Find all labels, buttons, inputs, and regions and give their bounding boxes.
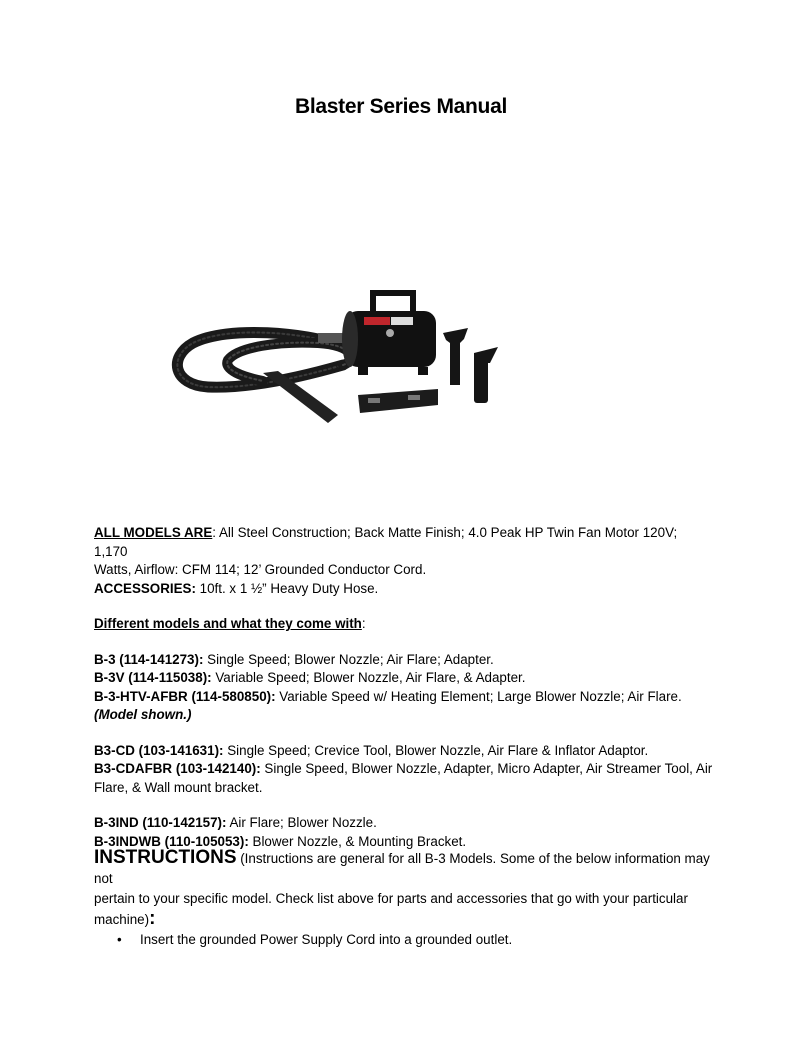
model-code: B-3-HTV-AFBR (114-580850): bbox=[94, 688, 276, 704]
model-line bbox=[94, 669, 714, 688]
all-models-text: : All Steel Construction; Back Matte Finish; 4.0 Peak HP Twin Fan Motor 120V; 1,170 bbox=[94, 525, 678, 559]
instructions-heading: INSTRUCTIONS bbox=[94, 847, 237, 868]
nozzle-accessories bbox=[443, 328, 498, 403]
model-line bbox=[94, 742, 714, 761]
model-desc: Air Flare; Blower Nozzle. bbox=[226, 815, 377, 830]
instructions-section bbox=[94, 848, 714, 950]
model-code: B-3V (114-115038): bbox=[94, 670, 212, 685]
model-line bbox=[94, 760, 714, 779]
instructions-colon: : bbox=[149, 908, 156, 929]
model-code: B-3INDWB (110-105053): bbox=[94, 833, 249, 849]
model-code: B-3 (114-141273): bbox=[94, 651, 204, 667]
model-shown-note: (Model shown.) bbox=[94, 707, 192, 722]
instructions-intro: (Instructions are general for all B-3 Models. Some of the below information may not bbox=[94, 851, 710, 886]
page-title: Blaster Series Manual bbox=[295, 95, 507, 118]
model-code: B3-CD (103-141631): bbox=[94, 742, 224, 758]
accessories-text: 10ft. x 1 ½” Heavy Duty Hose. bbox=[195, 580, 379, 596]
instruction-item bbox=[94, 930, 714, 950]
all-models-text-line2: Watts, Airflow: CFM 114; 12’ Grounded Conductor Cord. bbox=[94, 562, 427, 577]
instructions-intro-line3: machine) bbox=[94, 912, 150, 927]
model-line bbox=[94, 688, 714, 707]
instruction-text: Insert the grounded Power Supply Cord into a grounded outlet. bbox=[140, 932, 513, 947]
model-desc: Variable Speed w/ Heating Element; Large Blower Nozzle; Air Flare. bbox=[275, 688, 682, 704]
models-heading: Different models and what they come with bbox=[94, 616, 362, 631]
model-line bbox=[94, 814, 714, 833]
model-code: B3-CDAFBR (103-142140): bbox=[94, 761, 261, 776]
all-models-label: ALL MODELS ARE bbox=[94, 525, 213, 540]
model-desc: Single Speed; Crevice Tool, Blower Nozzle, Air Flare & Inflator Adaptor. bbox=[223, 742, 649, 758]
model-line bbox=[94, 651, 714, 670]
product-image bbox=[168, 285, 508, 430]
models-heading-colon: : bbox=[361, 616, 366, 631]
model-code: B-3IND (110-142157): bbox=[94, 815, 227, 830]
model-desc: Single Speed; Blower Nozzle; Air Flare; Adapter. bbox=[203, 651, 494, 667]
model-desc-line2: Flare, & Wall mount bracket. bbox=[94, 779, 263, 795]
model-desc: Variable Speed; Blower Nozzle, Air Flare, & Adapter. bbox=[211, 670, 526, 685]
accessories-label: ACCESSORIES: bbox=[94, 580, 196, 596]
wall-bracket bbox=[358, 389, 438, 413]
instructions-intro-line2: pertain to your specific model. Check list above for parts and accessories that go with your particular bbox=[94, 891, 688, 906]
bullet-icon: • bbox=[117, 932, 122, 947]
model-desc: Single Speed, Blower Nozzle, Adapter, Micro Adapter, Air Streamer Tool, Air bbox=[260, 761, 713, 776]
specs-section bbox=[94, 524, 714, 851]
blower-body bbox=[342, 293, 436, 375]
model-desc: Blower Nozzle, & Mounting Bracket. bbox=[248, 833, 467, 849]
